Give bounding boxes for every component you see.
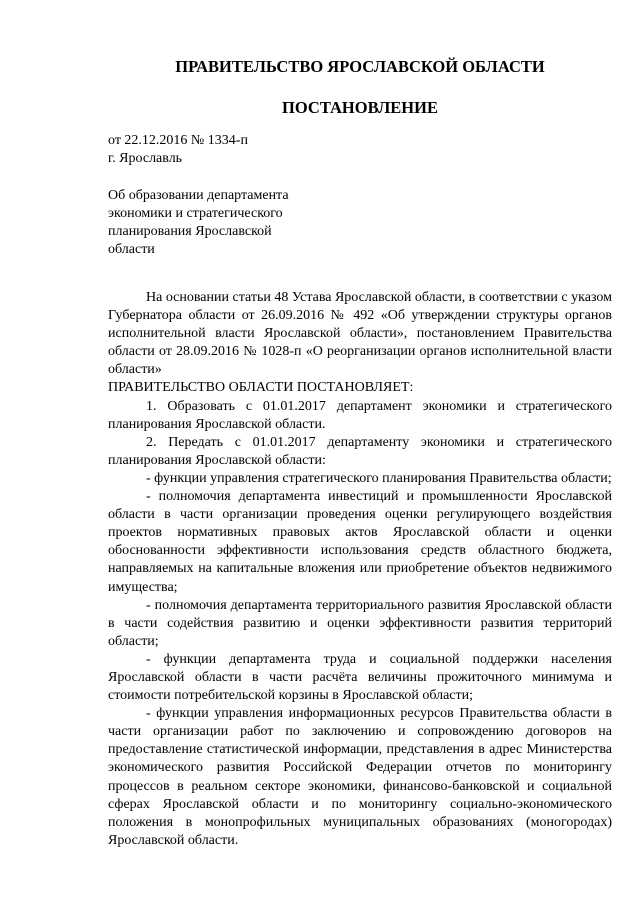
bullet-paragraph: - функции департамента труда и социальной поддержки населения Ярославской области в части расчёта величины прожиточного минимума и стоимости потребительской корзины в Ярославской области;: [108, 651, 612, 704]
bullet-paragraph: - полномочия департамента инвестиций и промышленности Ярославской области в части организации проведения оценки регулирующего воздействия проектов нормативных правовых актов Ярославской области и оценки обоснованности эффективности использования средств областного бюджета, направляемых на капитальные вложения или приобретение объектов недвижимого имущества;: [108, 489, 612, 595]
bullet-paragraph: - полномочия департамента территориального развития Ярославской области в части содействия развитию и оценки эффективности развития территорий области;: [108, 597, 612, 649]
subject-line: области: [108, 242, 155, 257]
document-body: [108, 289, 612, 850]
subject-line: экономики и стратегического: [108, 206, 283, 221]
item-2-paragraph: 2. Передать с 01.01.2017 департаменту экономики и стратегического планирования Ярославской области:: [108, 434, 612, 468]
subject-line: Об образовании департамента: [108, 188, 289, 203]
government-title: ПРАВИТЕЛЬСТВО ЯРОСЛАВСКОЙ ОБЛАСТИ: [175, 57, 545, 76]
bullet-paragraph: - функции управления информационных ресурсов Правительства области в части организации работ по заключению и сопровождению договоров на предоставление статистической информации, представления в адрес Министерства экономического развития Российской Федерации отчетов по мониторингу процессов в реальном секторе экономики, финансово-банковской и социальной сферах Ярославской области и по мониторингу социально-экономического положения в монопрофильных муниципальных образованиях (моногородах) Ярославской области.: [108, 706, 612, 848]
document-type-title: ПОСТАНОВЛЕНИЕ: [282, 98, 438, 117]
city: г. Ярославль: [108, 151, 183, 166]
resolution-clause: ПРАВИТЕЛЬСТВО ОБЛАСТИ ПОСТАНОВЛЯЕТ:: [108, 380, 414, 396]
subject-line: планирования Ярославской: [108, 224, 272, 239]
preamble-paragraph: На основании статьи 48 Устава Ярославской области, в соответствии с указом Губернатора области от 26.09.2016 № 492 «Об утверждении структуры органов исполнительной власти Ярославской области», постановлением Правительства области от 28.09.2016 № 1028-п «О реорганизации органов исполнительной власти области»: [108, 290, 612, 378]
item-1-paragraph: 1. Образовать с 01.01.2017 департамент экономики и стратегического планирования Ярославской области.: [108, 398, 612, 432]
bullet-paragraph: - функции управления стратегического планирования Правительства области;: [146, 470, 612, 486]
document-subject: [108, 187, 328, 259]
date-number: от 22.12.2016 № 1334-п: [108, 133, 248, 148]
